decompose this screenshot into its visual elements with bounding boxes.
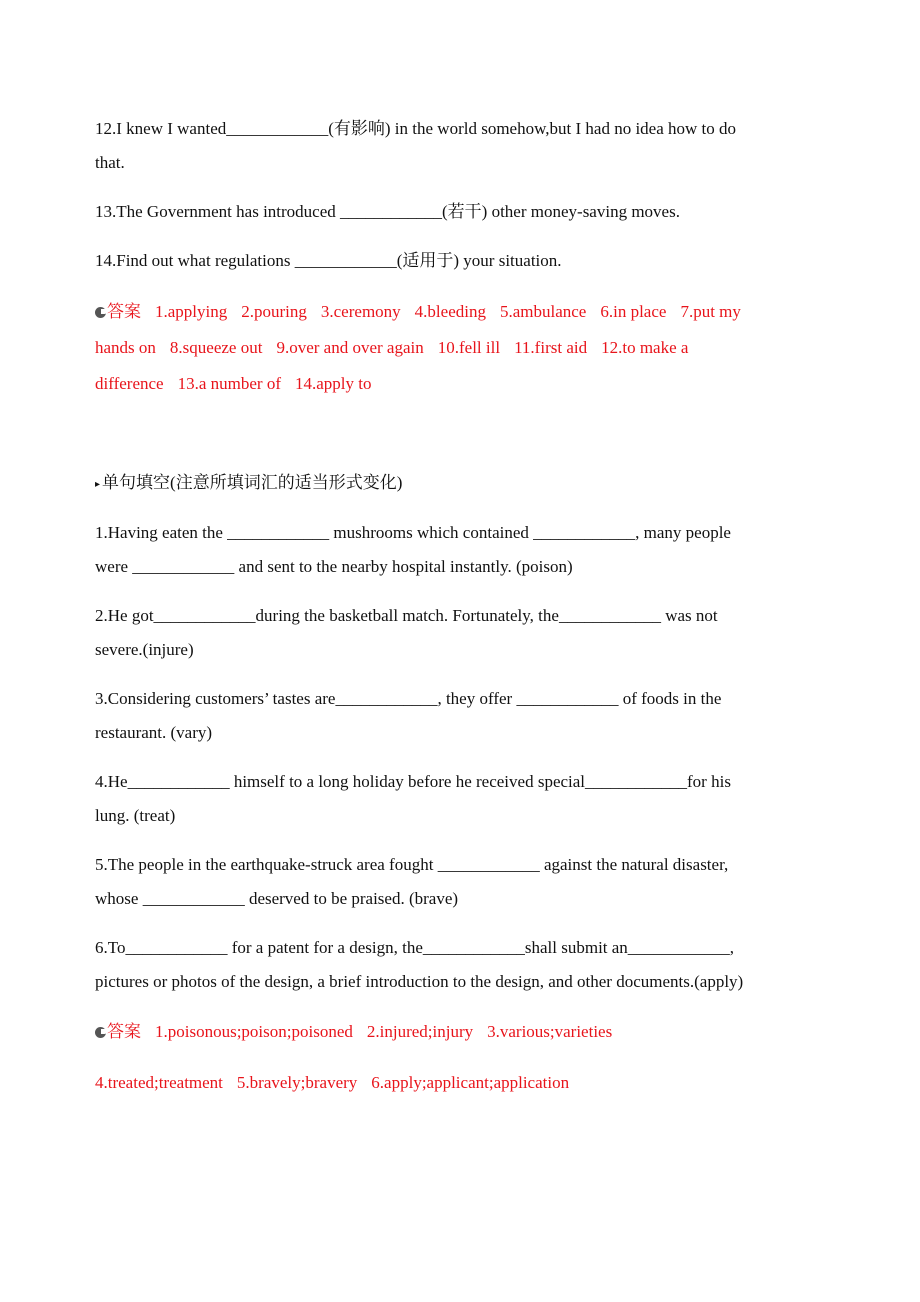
answer-icon <box>95 1027 106 1038</box>
answer-item: 9.over and over again <box>276 338 424 357</box>
answer-item: 4.treated;treatment <box>95 1073 223 1092</box>
sentence-2-line-1: 2.He got____________during the basketball match. Fortunately, the____________ was not <box>95 606 718 625</box>
answer-item: 2.injured;injury <box>366 1022 474 1041</box>
answer-block-2-line-1 <box>95 1022 626 1042</box>
answer-item: 1.applying <box>155 302 228 321</box>
answer-item: 7.put my <box>680 302 741 321</box>
answer-item: hands on <box>95 338 156 357</box>
answer-item: 13.a number of <box>177 374 281 393</box>
answer-item: 14.apply to <box>294 374 372 393</box>
sentence-4-line-2: lung. (treat) <box>95 806 176 825</box>
answer-block-1-line-2 <box>95 338 702 358</box>
sentence-1-line-1: 1.Having eaten the ____________ mushrooms which contained ____________, many people <box>95 523 731 542</box>
answer-item: 6.in place <box>600 302 667 321</box>
answer-item: 1.poisonous;poison;poisoned <box>155 1022 353 1041</box>
answer-item: 3.various;varieties <box>487 1022 613 1041</box>
answer-item: 8.squeeze out <box>169 338 263 357</box>
answer-item: 5.ambulance <box>499 302 587 321</box>
sentence-5-line-1: 5.The people in the earthquake-struck area fought ____________ against the natural disaster, <box>95 855 729 874</box>
section-heading-text: 单句填空(注意所填词汇的适当形式变化) <box>102 473 403 492</box>
section-heading <box>95 473 402 495</box>
sentence-3-line-1: 3.Considering customers’ tastes are____________, they offer ____________ of foods in the <box>95 689 722 708</box>
answer-item: difference <box>95 374 164 393</box>
question-13: 13.The Government has introduced ____________(若干) other money-saving moves. <box>95 202 680 221</box>
sentence-4-line-1: 4.He____________ himself to a long holiday before he received special____________for his <box>95 772 731 791</box>
question-14: 14.Find out what regulations ____________(适用于) your situation. <box>95 251 562 270</box>
answer-block-2-line-2 <box>95 1073 583 1093</box>
answer-item: 11.first aid <box>514 338 588 357</box>
answer-icon <box>95 307 106 318</box>
sentence-6-line-1: 6.To____________ for a patent for a design, the____________shall submit an____________, <box>95 938 735 957</box>
sentence-1-line-2: were ____________ and sent to the nearby hospital instantly. (poison) <box>95 557 573 576</box>
answer-item: 12.to make a <box>601 338 689 357</box>
answer-item: 6.apply;applicant;application <box>371 1073 570 1092</box>
question-12-line-1: 12.I knew I wanted____________(有影响) in the world somehow,but I had no idea how to do <box>95 119 737 138</box>
answer-item: 5.bravely;bravery <box>236 1073 358 1092</box>
sentence-5-line-2: whose ____________ deserved to be praised. (brave) <box>95 889 459 908</box>
question-12-line-2: that. <box>95 153 125 172</box>
answer-block-1-line-3 <box>95 374 385 394</box>
answer-item: 4.bleeding <box>414 302 486 321</box>
sentence-6-line-2: pictures or photos of the design, a brief introduction to the design, and other documents.(apply) <box>95 972 744 991</box>
answer-label: 答案 <box>107 302 141 321</box>
sentence-3-line-2: restaurant. (vary) <box>95 723 213 742</box>
answer-item: 10.fell ill <box>437 338 501 357</box>
triangle-marker-icon: ▸ <box>95 479 101 490</box>
answer-block-1-line-1 <box>95 302 755 322</box>
answer-item: 2.pouring <box>241 302 307 321</box>
answer-label: 答案 <box>107 1022 141 1041</box>
answer-item: 3.ceremony <box>320 302 401 321</box>
sentence-2-line-2: severe.(injure) <box>95 640 194 659</box>
